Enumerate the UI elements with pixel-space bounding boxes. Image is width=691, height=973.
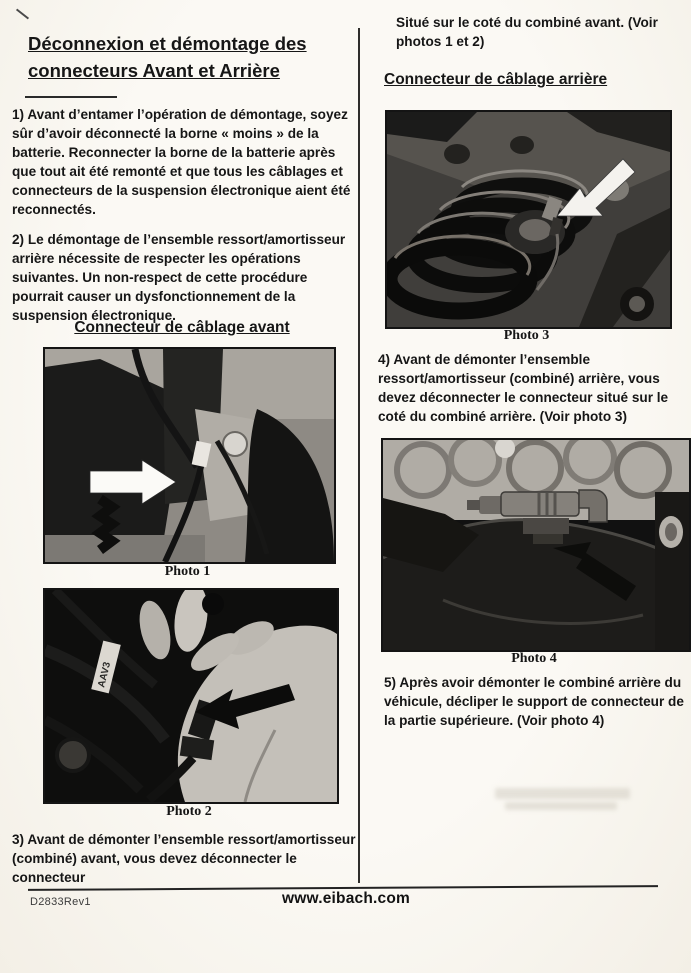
bleed-through-text: [505, 802, 617, 810]
website-url: www.eibach.com: [282, 890, 410, 907]
title-rule: [25, 96, 117, 98]
photo-4: [381, 438, 691, 652]
scan-artifact: [16, 9, 29, 20]
photo-2-illustration: [45, 590, 337, 802]
paragraph-3-continued: Situé sur le coté du combiné avant. (Voir photos 1 et 2): [396, 15, 658, 49]
photo-4-caption: Photo 4: [511, 651, 557, 666]
page-title-line2: connecteurs Avant et Arrière: [28, 60, 280, 81]
photo-1-illustration: [45, 349, 334, 562]
paragraph-1: 1) Avant d’entamer l’opération de démontage, soyez sûr d’avoir déconnecté la borne « moins » de la batterie. Reconnecter la borne de la batterie après que tout ait été remonté et que tous les câblages et connecteurs de la suspension électronique aient été reconnectés.: [12, 107, 351, 217]
photo-3-caption: Photo 3: [503, 328, 550, 343]
photo-1: [43, 347, 336, 564]
paragraph-4: 4) Avant de démonter l’ensemble ressort/amortisseur (combiné) arrière, vous devez déconnecter le connecteur situé sur le coté du combiné arrière. (Voir photo 3): [378, 352, 669, 424]
photo-2-part-label: AAV3: [96, 660, 114, 689]
section-heading-rear: Connecteur de câblage arrière: [384, 71, 608, 88]
photo-2-caption: Photo 2: [166, 804, 212, 819]
column-divider: [358, 28, 360, 883]
section-heading-front: Connecteur de câblage avant: [74, 319, 290, 336]
page-title-line1: Déconnexion et démontage des: [28, 33, 307, 54]
bleed-through-text: [495, 788, 630, 799]
paragraph-5: 5) Après avoir démonter le combiné arrière du véhicule, décliper le support de connecteur de la partie supérieure. (Voir photo 4): [384, 675, 684, 728]
photo-1-caption: Photo 1: [164, 564, 211, 579]
paragraph-3: 3) Avant de démonter l’ensemble ressort/amortisseur (combiné) avant, vous devez déconnecter le connecteur: [12, 832, 356, 885]
photo-3: [385, 110, 672, 329]
photo-2: [43, 588, 339, 804]
paragraph-2: 2) Le démontage de l’ensemble ressort/amortisseur arrière nécessite de respecter les opérations suivantes. Un non-respect de cette procédure pourrait causer un dysfonctionnement de la suspension électronique.: [12, 232, 346, 323]
photo-3-illustration: [387, 112, 670, 327]
page-title: [28, 30, 348, 84]
document-reference: D2833Rev1: [30, 896, 91, 908]
photo-4-illustration: [383, 440, 689, 650]
